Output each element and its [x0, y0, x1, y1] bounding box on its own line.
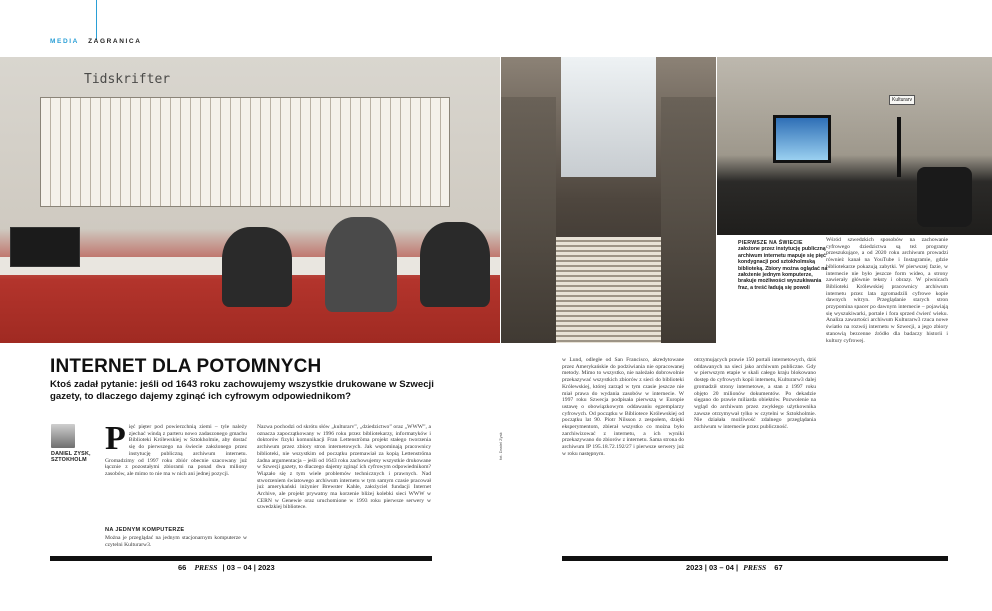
staircase [556, 237, 661, 343]
magazine-shelf [40, 97, 450, 207]
author-photo [51, 424, 75, 448]
header-rule [96, 0, 97, 40]
author-place: SZTOKHOLM [51, 457, 87, 464]
footer-bar-left [50, 556, 432, 561]
body-column-4: otrzymujących prawie 150 portali internetowych, dziś oddawanych na sieci jako archiwum publiczne. Gdy w pierwszym etapie w skali całego kraju blokowano dostęp do cyfrowych kopii internetu, Kulturarw3 dalej gromadził strony internetowe, a stan z 1997 roku objęto 20 milionów dokumentów. Po dekadzie sięgano do prawie miliarda obiektów. Pozwolenie na wgląd do archiwum przez zwykłego użytkownika zawsze otrzymywał tylko w czytelni w Sztokholmie. Nie działała możliwość zdalnego przeglądania archiwum w internecie przez publiczność. [694, 357, 816, 431]
brand-right: PRESS [743, 563, 767, 572]
body-column-3: w Lund, odległe od San Francisco, akredytowane przez Amerykańskie do podziwiania nie opracowanej metody. Mimo to wszystko, nie należało dobrowolnie przekazywać wszystkich zbiorów z sieci do biblioteki Królewskiej, której zarząd w tym czasie jeszcze nie miał prawa do wydania zasobów w internecie. W 1997 roku Szwecja podpisała pierwszą w Europie ustawę o obowiązkowym oddawaniu egzemplarzy cyfrowych. Od początku w Bibliotece Królewskiej od początku lat 90. Piotr Nilsson z zespołem, dzięki eksperymentom, zbierał wszystko co można było zarchiwizować z internetu, a ich wyniki przekazywano do zbiorów z internetu. Sama strona do archiwum IP 195.18.72.192/27 i pierwsze serwery już w roku następnym. [562, 357, 684, 457]
author-byline [51, 451, 91, 464]
issue-right: 2023 | 03 – 04 | [686, 563, 739, 572]
reading-room-photo [0, 57, 500, 343]
caption-text: założone przez instytucję publiczną archiwum internetu mapuje się pięć kondygnacji pod sztokholmską biblioteką. Zbiory można oglądać na założenie jednym komputerze, brakuje możliwości wyszukiwania fraz, a treść ładują się powoli [738, 246, 828, 291]
subsection-label: ZAGRANICA [88, 38, 142, 45]
caption-headline: PIERWSZE NA ŚWIECIE [738, 240, 803, 246]
page-number-left: 66 [178, 563, 187, 572]
reader-1 [222, 227, 292, 307]
photo-credit: fot. Daniel Zysk [498, 432, 503, 460]
article-title: INTERNET DLA POTOMNYCH [50, 356, 322, 377]
photo-caption [738, 240, 830, 291]
column-1-tail: Można je przeglądać na jednym stacjonarnym komputerze w czytelni Kulturarw3. [105, 535, 247, 548]
archive-computer [773, 115, 831, 163]
glass-atrium [561, 57, 656, 177]
staircase-photo [501, 57, 716, 343]
stair-wall-right [661, 97, 716, 343]
workstation-photo [717, 57, 992, 235]
reader-2 [325, 217, 397, 312]
footer-bar-right [562, 556, 948, 561]
stair-wall-left [501, 97, 556, 343]
body-column-2: Nazwa pochodzi od skrótu słów „kulturarv”, „dziedzictwo” oraz „WWW”, a oznacza zapoczątkowany w 1996 roku przez bibliotekarzy, informatyków i doktorów fizyki komunikacji Fran Lettenströma projekt stałego tworzenia archiwum przez zbiory stron internetowych. Jak wspominają pracownicy biblioteki, nie wszystkim od początku przemawiał za kopią Lettenströma żadna argumentacja – jeśli od 1643 roku zachowujemy wszystkie drukowane w Szwecji gazety, to dlaczego dajemy zginąć ich cyfrowym odpowiednikom? Wiązało się z tym wiele problemów technicznych i prawnych. Nad stworzeniem światowego archiwum internetu w tym samym czasie pracował już amerykański inżynier Brewster Kahle, założyciel fundacji Internet Archive, ale projekt prywatny ma korzenie bliżej kolebki sieci WWW w CERN w Genewie oraz uruchomione w 1993 roku pierwsze serwery w szwedzkiej bibliotece. [257, 424, 431, 511]
office-chair [917, 167, 972, 227]
kulturarv-label: Kulturarv [889, 95, 915, 105]
column-1-text: ięć pięter pod powierzchnią ziemi – tyle należy zjechać windą z parteru nowo zadaszonego gmachu Biblioteki Królewskiej w Sztokholmie, aby dostać się do pierwszego na świecie założonego przez instytucję publiczną archiwum internetu. Gromadzimy od 1997 roku zbiór obecnie szacowany już łącznie z pozostałymi zbiorami na ponad dwa miliony zasobów, ale mimo to nie ma w nich ani jednej pozycji. [105, 424, 247, 477]
folio-left [175, 563, 275, 572]
section-label: MEDIA [50, 38, 79, 45]
monitor-left [10, 227, 80, 267]
body-column-5: Wśród szwedzkich sposobów na zachowanie cyfrowego dziedzictwa są też programy przeszukujące, a od 2020 roku archiwum prowadzi również kanał na YouTube i Instagramie, gdzie bibliotekarze pokazują zabytki. W pierwszej fazie, w internecie nie było jeszcze form wideo, a strony zawierały głównie teksty i obrazy. W piwnicach Biblioteki Królewskiej pracownicy archiwum internetu przez lata zgromadzili cyfrowe kopie dawnych witryn. Przeglądanie starych stron przypomina spacer po dawnym internecie – pojawiają się wyszukiwarki, portale i fora sprzed ćwierć wieku. Analiza zawartości archiwum Kulturarw3 rzuca nowe światło na rozwój internetu w Szwecji, a jego zbiory stanowią bezcenne źródło dla badaczy historii i kultury cyfrowej. [826, 237, 948, 344]
section-header [50, 38, 142, 45]
subheading: NA JEDNYM KOMPUTERZE [105, 527, 185, 533]
folio-right [686, 563, 786, 572]
page-number-right: 67 [774, 563, 783, 572]
brand-left: PRESS [194, 563, 218, 572]
tidskrifter-sign: Tidskrifter [84, 72, 171, 87]
issue-left: | 03 – 04 | 2023 [222, 563, 275, 572]
desk-lamp [897, 117, 901, 177]
article-lead: Ktoś zadał pytanie: jeśli od 1643 roku zachowujemy wszystkie drukowane w Szwecji gazety, to dlaczego dajemy zginąć ich cyfrowym odpowiednikom? [50, 379, 434, 403]
author-name: DANIEL ZYSK, [51, 451, 91, 457]
reader-3 [420, 222, 490, 307]
drop-cap: P [105, 424, 126, 457]
